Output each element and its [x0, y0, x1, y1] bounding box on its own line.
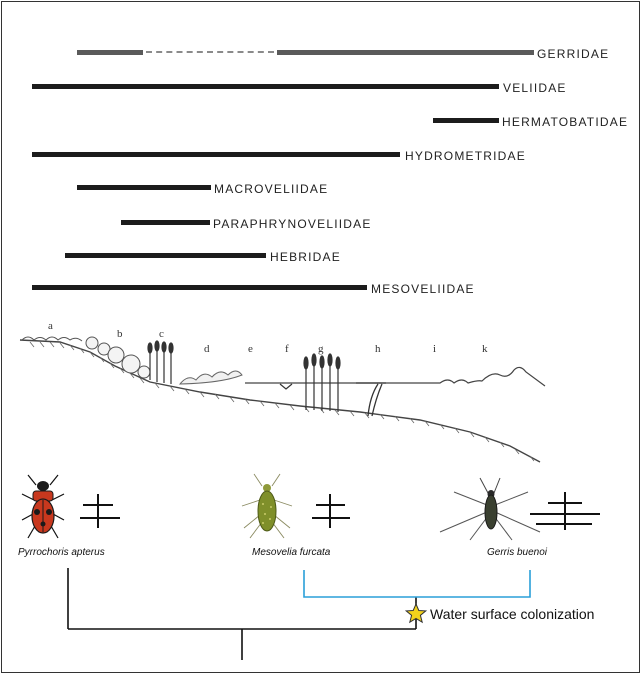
- zone-label-g: g: [318, 343, 324, 355]
- family-label-veliidae: VELIIDAE: [503, 81, 567, 95]
- family-label-hermatobatidae: HERMATOBATIDAE: [502, 115, 629, 129]
- zone-label-e: e: [248, 343, 253, 355]
- long-crossbar-leg-icon-gerris: [530, 492, 600, 530]
- zone-label-k: k: [482, 343, 488, 355]
- tree-branch-semiaquatic: [304, 570, 530, 597]
- mesovelia-bug-image: [242, 474, 292, 538]
- zone-label-h: h: [375, 343, 381, 355]
- family-label-mesoveliidae: MESOVELIIDAE: [371, 282, 475, 296]
- species-label-gerris: Gerris buenoi: [487, 547, 548, 558]
- shore-slope-line: [20, 340, 540, 462]
- vegetation-mat-zone-d: [180, 371, 242, 384]
- family-label-gerridae: GERRIDAE: [537, 47, 610, 61]
- submerged-plant-zone-h: [356, 383, 386, 416]
- stones-zone-b: [86, 337, 150, 378]
- gerris-bug-image: [440, 478, 540, 540]
- two-crossbar-leg-icon-pyrrochoris: [80, 494, 120, 528]
- zone-label-i: i: [433, 343, 437, 355]
- two-crossbar-leg-icon-mesovelia: [312, 494, 350, 528]
- species-label-mesovelia: Mesovelia furcata: [252, 547, 331, 558]
- zone-label-b: b: [117, 328, 123, 340]
- family-label-hydrometridae: HYDROMETRIDAE: [405, 149, 526, 163]
- zone-label-a: a: [48, 320, 53, 332]
- water-surface-colonization-label: Water surface colonization: [430, 606, 595, 622]
- floating-leaf-zone-f: [280, 384, 292, 389]
- family-label-paraphrynoveliidae: PARAPHRYNOVELIIDAE: [213, 217, 372, 231]
- zone-label-d: d: [204, 343, 210, 355]
- zone-label-c: c: [159, 328, 164, 340]
- soil-hatching: [30, 342, 534, 461]
- family-label-macroveliidae: MACROVELIIDAE: [214, 182, 329, 196]
- species-label-pyrrochoris: Pyrrochoris apterus: [18, 547, 105, 558]
- pyrrochoris-bug-image: [22, 475, 64, 538]
- zone-label-f: f: [285, 343, 289, 355]
- family-label-hebridae: HEBRIDAE: [270, 250, 341, 264]
- reeds-zone-c: [148, 341, 173, 384]
- water-surface-line: [245, 367, 545, 386]
